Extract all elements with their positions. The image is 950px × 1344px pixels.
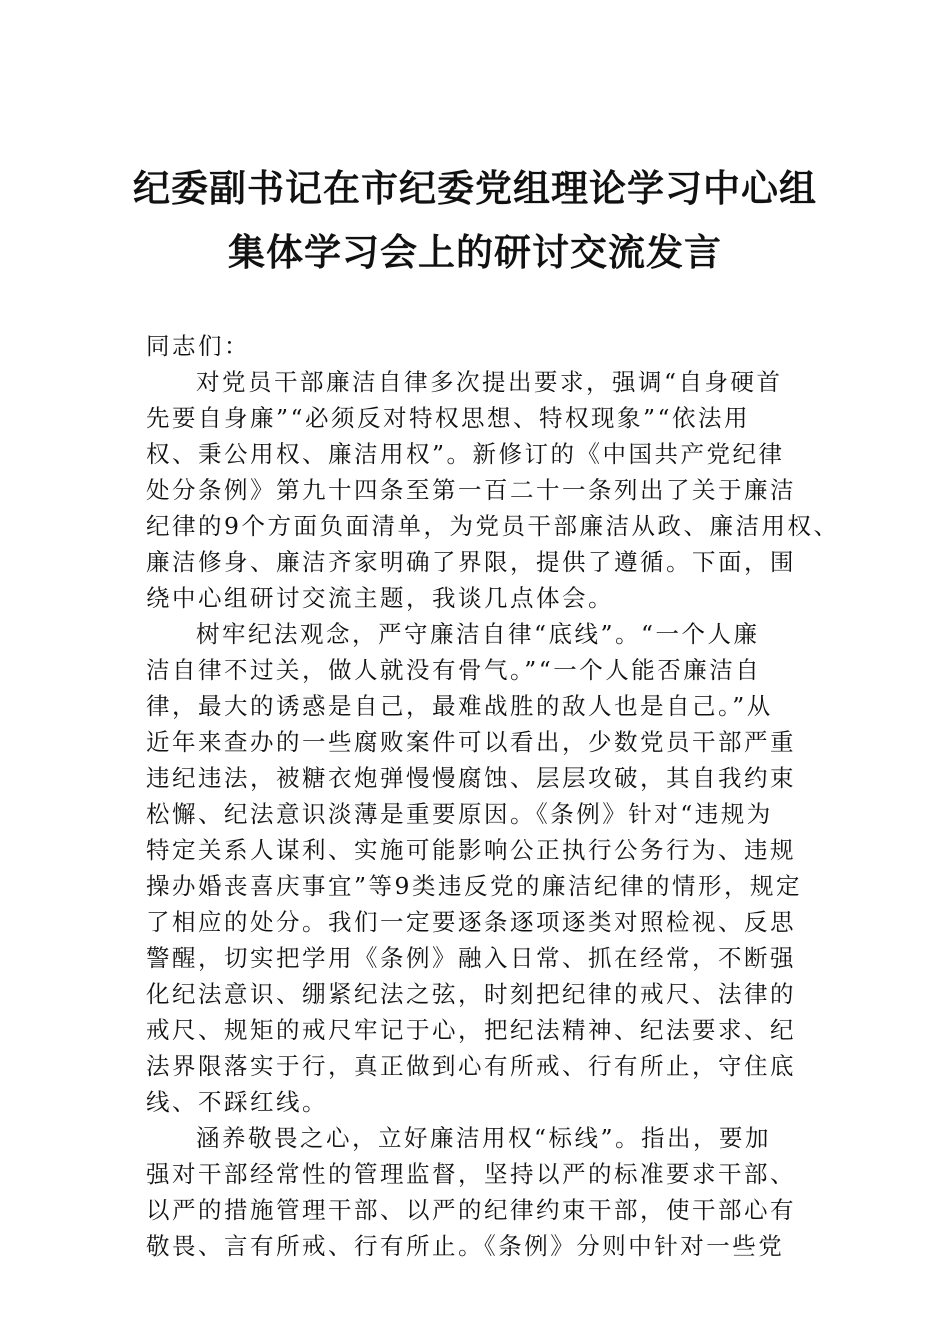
text-line: 以严的措施管理干部、以严的纪律约束干部，使干部心有 xyxy=(146,1196,796,1224)
text-line: 松懈、纪法意识淡薄是重要原因。《条例》针对“违规为 xyxy=(146,800,773,828)
document-title-line-2: 集体学习会上的研讨交流发言 xyxy=(228,230,722,274)
text-line: 法界限落实于行，真正做到心有所戒、行有所止，守住底 xyxy=(146,1052,796,1080)
document-title-line-1: 纪委副书记在市纪委党组理论学习中心组 xyxy=(133,166,817,210)
text-line: 先要自身廉”“必须反对特权思想、特权现象”“依法用 xyxy=(146,404,751,432)
text-line: 洁自律不过关，做人就没有骨气。”“一个人能否廉洁自 xyxy=(146,656,762,684)
text-line: 了相应的处分。我们一定要逐条逐项逐类对照检视、反思 xyxy=(146,908,796,936)
text-line: 同志们： xyxy=(146,332,250,360)
text-line: 敬畏、言有所戒、行有所止。《条例》分则中针对一些党 xyxy=(146,1232,785,1260)
text-line: 戒尺、规矩的戒尺牢记于心，把纪法精神、纪法要求、纪 xyxy=(146,1016,796,1044)
text-line: 近年来查办的一些腐败案件可以看出，少数党员干部严重 xyxy=(146,728,796,756)
text-line: 纪律的9个方面负面清单，为党员干部廉洁从政、廉洁用权、 xyxy=(146,512,840,540)
text-line: 绕中心组研讨交流主题，我谈几点体会。 xyxy=(146,584,614,612)
text-line: 化纪法意识、绷紧纪法之弦，时刻把纪律的戒尺、法律的 xyxy=(146,980,796,1008)
text-line: 违纪违法，被糖衣炮弹慢慢腐蚀、层层攻破，其自我约束 xyxy=(146,764,796,792)
text-line: 操办婚丧喜庆事宜”等9类违反党的廉洁纪律的情形，规定 xyxy=(146,872,802,900)
text-line: 权、秉公用权、廉洁用权”。新修订的《中国共产党纪律 xyxy=(146,440,785,468)
paragraph-first-line: 对党员干部廉洁自律多次提出要求，强调“自身硬首 xyxy=(196,368,783,396)
text-line: 警醒，切实把学用《条例》融入日常、抓在经常，不断强 xyxy=(146,944,796,972)
text-line: 线、不踩红线。 xyxy=(146,1088,328,1116)
text-line: 律，最大的诱惑是自己，最难战胜的敌人也是自己。”从 xyxy=(146,692,773,720)
text-line: 强对干部经常性的管理监督，坚持以严的标准要求干部、 xyxy=(146,1160,796,1188)
text-line: 廉洁修身、廉洁齐家明确了界限，提供了遵循。下面，围 xyxy=(146,548,796,576)
text-line: 处分条例》第九十四条至第一百二十一条列出了关于廉洁 xyxy=(146,476,796,504)
text-line: 特定关系人谋利、实施可能影响公正执行公务行为、违规 xyxy=(146,836,796,864)
paragraph-first-line: 树牢纪法观念，严守廉洁自律“底线”。“一个人廉 xyxy=(196,620,760,648)
paragraph-first-line: 涵养敬畏之心，立好廉洁用权“标线”。指出，要加 xyxy=(196,1124,772,1152)
document-body xyxy=(146,328,840,1264)
